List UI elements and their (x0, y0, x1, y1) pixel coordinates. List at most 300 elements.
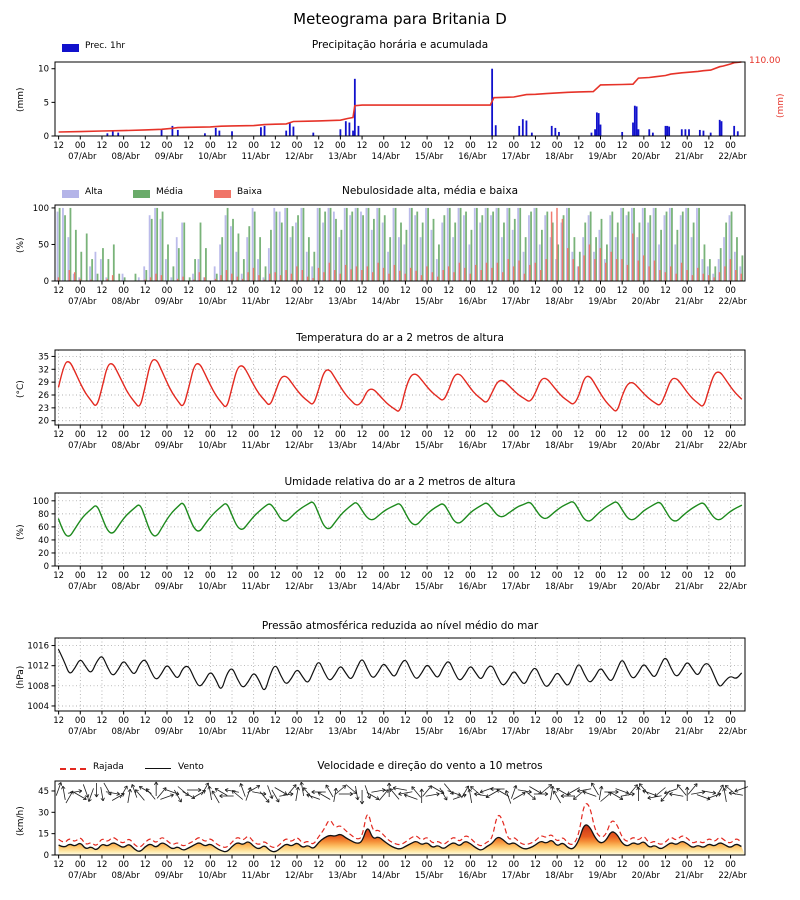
tick-label: 12 (486, 860, 498, 870)
tick-label: 00 (421, 141, 433, 151)
baixa-legend-swatch (214, 190, 231, 198)
tick-label: 12 (313, 286, 325, 296)
tick-label: 00 (204, 141, 216, 151)
wind-legend-swatch (145, 768, 171, 769)
tick-label: 11/Abr (241, 582, 270, 592)
tick-label: 00 (378, 716, 390, 726)
tick-label: 12 (573, 716, 585, 726)
tick-label: 60 (38, 522, 49, 533)
tick-label: 00 (74, 571, 86, 581)
tick-label: 20 (38, 416, 49, 427)
tick-label: 12 (269, 860, 281, 870)
tick-label: 12 (356, 141, 368, 151)
tick-label: 08/Abr (111, 871, 140, 881)
tick-label: 12 (269, 141, 281, 151)
tick-label: 20 (38, 548, 49, 559)
tick-label: 00 (291, 571, 303, 581)
tick-label: 30 (38, 808, 49, 819)
hum-title: Umidade relativa do ar a 2 metros de altura (284, 476, 516, 488)
tick-label: 20/Abr (631, 871, 661, 881)
tick-label: 00 (725, 571, 736, 581)
tick-label: 00 (161, 430, 173, 440)
tick-label: 00 (204, 716, 216, 726)
tick-label: 21/Abr (675, 441, 704, 451)
tick-label: 12 (356, 571, 368, 581)
tick-label: 00 (681, 571, 693, 581)
tick-label: 12 (486, 286, 498, 296)
tick-label: 12 (443, 860, 455, 870)
tick-label: 00 (334, 860, 346, 870)
tick-label: 12 (183, 141, 195, 151)
tick-label: 12 (703, 716, 715, 726)
tick-label: 13/Abr (328, 871, 357, 881)
tick-label: 0 (43, 132, 49, 142)
tick-label: 00 (118, 141, 130, 151)
tick-label: 20/Abr (631, 297, 661, 307)
tick-label: 00 (595, 141, 606, 151)
tick-label: 07/Abr (68, 871, 97, 881)
tick-label: 100 (32, 496, 49, 507)
temp-title: Temperatura do ar a 2 metros de altura (296, 332, 504, 344)
tick-label: 12 (139, 141, 151, 151)
tick-label: 00 (74, 286, 86, 296)
tick-label: 12/Abr (284, 727, 314, 737)
panel-hum-plot (59, 502, 742, 536)
tick-label: 12/Abr (284, 441, 314, 451)
tick-label: 00 (595, 286, 606, 296)
tick-label: 12 (616, 430, 628, 440)
tick-label: 15/Abr (414, 297, 444, 307)
media-legend-label: Média (156, 187, 184, 197)
tick-label: 12 (573, 430, 585, 440)
tick-label: 20/Abr (631, 582, 661, 592)
tick-label: 00 (334, 430, 346, 440)
tick-label: 12 (226, 430, 238, 440)
accum-total-annotation: 110.00 (749, 56, 781, 66)
tick-label: 12 (313, 141, 325, 151)
tick-label: 09/Abr (154, 297, 184, 307)
tick-label: 19/Abr (588, 871, 617, 881)
panel-pe-axes (55, 638, 745, 711)
tick-label: 00 (595, 860, 606, 870)
tick-label: 12 (226, 716, 238, 726)
tick-label: 09/Abr (154, 152, 184, 162)
tick-label: 12 (573, 286, 585, 296)
tick-label: 12 (269, 430, 281, 440)
tick-label: 00 (551, 286, 563, 296)
tick-label: 12 (183, 286, 195, 296)
tick-label: 10/Abr (198, 297, 227, 307)
tick-label: 12 (400, 716, 411, 726)
tick-label: 12 (96, 286, 108, 296)
tick-label: 18/Abr (544, 441, 574, 451)
tick-label: 09/Abr (154, 871, 184, 881)
tick-label: 00 (638, 430, 650, 440)
tick-label: 00 (551, 571, 563, 581)
tick-label: 00 (248, 141, 260, 151)
tick-label: 29 (38, 378, 49, 389)
tick-label: 21/Abr (675, 152, 704, 162)
tick-label: 12 (53, 860, 65, 870)
tick-label: 00 (465, 286, 476, 296)
tick-label: 12/Abr (284, 297, 314, 307)
tick-label: 00 (551, 430, 563, 440)
wind-legend-label: Vento (178, 762, 204, 772)
tick-label: 12 (400, 860, 411, 870)
tick-label: 23 (38, 403, 49, 414)
tick-label: 21/Abr (675, 297, 704, 307)
tick-label: 14/Abr (371, 727, 400, 737)
tick-label: 12 (269, 286, 281, 296)
tick-label: 07/Abr (68, 727, 97, 737)
tick-label: 1012 (27, 661, 49, 672)
tick-label: 16/Abr (458, 297, 487, 307)
press-title: Pressão atmosférica reduzida ao nível médio do mar (261, 620, 539, 632)
tick-label: 00 (638, 716, 650, 726)
tick-label: 12 (226, 141, 238, 151)
tick-label: 00 (118, 286, 130, 296)
tick-label: 12 (530, 430, 541, 440)
tick-label: 17/Abr (501, 727, 530, 737)
tick-label: 00 (118, 571, 130, 581)
tick-label: 21/Abr (675, 727, 704, 737)
tick-label: 00 (118, 716, 130, 726)
tick-label: 22/Abr (718, 152, 747, 162)
tick-label: 12 (400, 571, 411, 581)
tick-label: 08/Abr (111, 297, 140, 307)
tick-label: 12 (486, 430, 498, 440)
tick-label: 0 (43, 277, 49, 287)
tick-label: 12 (530, 716, 541, 726)
tick-label: 10/Abr (198, 441, 227, 451)
panel-press-plot (59, 650, 742, 690)
tick-label: 12 (53, 286, 65, 296)
tick-label: 19/Abr (588, 582, 617, 592)
tick-label: 00 (465, 860, 476, 870)
tick-label: 00 (74, 716, 86, 726)
tick-label: 16/Abr (458, 152, 487, 162)
tick-label: 15/Abr (414, 871, 444, 881)
tick-label: 12 (226, 571, 238, 581)
tick-label: 17/Abr (501, 441, 530, 451)
tick-label: 00 (725, 430, 736, 440)
tick-label: 00 (248, 571, 260, 581)
tick-label: 12 (660, 286, 671, 296)
tick-label: 12 (486, 141, 498, 151)
tick-label: 14/Abr (371, 297, 400, 307)
tick-label: 00 (378, 286, 390, 296)
tick-label: 00 (421, 716, 433, 726)
tick-label: 16/Abr (458, 871, 487, 881)
tick-label: 1004 (27, 701, 49, 712)
tick-label: 12 (139, 286, 151, 296)
tick-label: 00 (161, 860, 173, 870)
precip-legend-swatch (62, 44, 79, 52)
tick-label: 12 (443, 286, 455, 296)
tick-label: 13/Abr (328, 727, 357, 737)
tick-label: 00 (551, 716, 563, 726)
tick-label: 00 (508, 141, 520, 151)
tick-label: 00 (465, 141, 476, 151)
tick-label: 22/Abr (718, 297, 747, 307)
tick-label: 26 (38, 391, 49, 401)
tick-label: 12 (96, 430, 108, 440)
tick-label: 00 (204, 860, 216, 870)
tick-label: 00 (508, 716, 520, 726)
tick-label: 00 (681, 430, 693, 440)
tick-label: 16/Abr (458, 727, 487, 737)
tick-label: 00 (681, 141, 693, 151)
tick-label: 00 (291, 141, 303, 151)
tick-label: 10 (38, 64, 49, 75)
clouds-title: Nebulosidade alta, média e baixa (341, 185, 519, 197)
tick-label: 13/Abr (328, 297, 357, 307)
tick-label: 12 (139, 716, 151, 726)
tick-label: 12 (400, 430, 411, 440)
tick-label: 00 (681, 286, 693, 296)
tick-label: 12 (573, 860, 585, 870)
tick-label: 00 (551, 860, 563, 870)
tick-label: 22/Abr (718, 582, 747, 592)
tick-label: 13/Abr (328, 582, 357, 592)
tick-label: 12 (443, 571, 455, 581)
tick-label: 00 (204, 286, 216, 296)
tick-label: 00 (161, 286, 173, 296)
tick-label: 12 (573, 571, 585, 581)
tick-label: 20/Abr (631, 727, 661, 737)
panel-pr-frame (52, 62, 746, 140)
wind-title: Velocidade e direção do vento a 10 metros (317, 760, 543, 772)
tick-label: 12 (616, 716, 628, 726)
tick-label: 00 (551, 141, 563, 151)
tick-label: 40 (38, 535, 49, 546)
tick-label: 00 (465, 571, 476, 581)
tick-label: 10/Abr (198, 152, 227, 162)
tick-label: 00 (725, 716, 736, 726)
tick-label: 00 (638, 286, 650, 296)
tick-label: 09/Abr (154, 727, 184, 737)
tick-label: 09/Abr (154, 441, 184, 451)
page-title: Meteograma para Britania D (293, 10, 507, 28)
tick-label: 14/Abr (371, 441, 400, 451)
tick-label: 12 (313, 716, 325, 726)
tick-label: 12 (313, 430, 325, 440)
tick-label: 35 (38, 352, 49, 363)
tick-label: 12 (183, 860, 195, 870)
tick-label: 07/Abr (68, 152, 97, 162)
tick-label: 00 (291, 716, 303, 726)
tick-label: 18/Abr (544, 727, 574, 737)
tick-label: 12 (530, 860, 541, 870)
clouds-ylabel: (%) (16, 237, 26, 253)
tick-label: 00 (291, 860, 303, 870)
tick-label: 00 (334, 571, 346, 581)
panel-clouds-plot (57, 208, 744, 281)
tick-label: 16/Abr (458, 582, 487, 592)
tick-label: 12 (703, 430, 715, 440)
tick-label: 12 (616, 286, 628, 296)
tick-label: 12 (53, 430, 65, 440)
panel-wind-plot (59, 804, 745, 855)
tick-label: 12 (616, 141, 628, 151)
tick-label: 12 (530, 571, 541, 581)
tick-label: 100 (32, 203, 49, 214)
tick-label: 12/Abr (284, 152, 314, 162)
tick-label: 12 (226, 860, 238, 870)
panel-te-axes (55, 350, 745, 425)
wind-ylabel: (km/h) (16, 806, 26, 836)
tick-label: 0 (43, 851, 49, 861)
tick-label: 00 (74, 860, 86, 870)
tick-label: 08/Abr (111, 582, 140, 592)
tick-label: 12 (313, 571, 325, 581)
tick-label: 15/Abr (414, 152, 444, 162)
tick-label: 00 (421, 860, 433, 870)
tick-label: 00 (725, 286, 736, 296)
accum-ylabel-right: (mm) (776, 93, 786, 118)
tick-label: 00 (421, 286, 433, 296)
tick-label: 18/Abr (544, 297, 574, 307)
tick-label: 12/Abr (284, 871, 314, 881)
tick-label: 12 (400, 286, 411, 296)
tick-label: 12 (53, 141, 65, 151)
tick-label: 00 (378, 141, 390, 151)
tick-label: 20/Abr (631, 441, 661, 451)
tick-label: 09/Abr (154, 582, 184, 592)
tick-label: 12 (530, 141, 541, 151)
tick-label: 00 (204, 430, 216, 440)
wind-direction-arrows (56, 782, 748, 804)
tick-label: 50 (38, 240, 49, 251)
tick-label: 12 (703, 860, 715, 870)
tick-label: 22/Abr (718, 727, 747, 737)
tick-label: 00 (334, 716, 346, 726)
tick-label: 12 (226, 286, 238, 296)
tick-label: 12 (660, 716, 671, 726)
tick-label: 12 (96, 860, 108, 870)
press-ylabel: (hPa) (16, 665, 26, 689)
tick-label: 08/Abr (111, 727, 140, 737)
tick-label: 00 (681, 860, 693, 870)
precip-title: Precipitação horária e acumulada (311, 39, 489, 51)
tick-label: 12 (356, 430, 368, 440)
tick-label: 19/Abr (588, 727, 617, 737)
tick-label: 00 (204, 571, 216, 581)
tick-label: 18/Abr (544, 582, 574, 592)
tick-label: 13/Abr (328, 441, 357, 451)
hum-ylabel: (%) (16, 524, 26, 540)
tick-label: 14/Abr (371, 582, 400, 592)
tick-label: 12 (356, 716, 368, 726)
tick-label: 00 (508, 430, 520, 440)
tick-label: 10/Abr (198, 871, 227, 881)
tick-label: 12 (183, 716, 195, 726)
tick-label: 00 (508, 286, 520, 296)
tick-label: 00 (595, 571, 606, 581)
tick-label: 00 (725, 141, 736, 151)
tick-label: 11/Abr (241, 441, 270, 451)
tick-label: 08/Abr (111, 152, 140, 162)
tick-label: 10/Abr (198, 582, 227, 592)
tick-label: 00 (508, 860, 520, 870)
tick-label: 14/Abr (371, 152, 400, 162)
tick-label: 21/Abr (675, 871, 704, 881)
tick-label: 12 (269, 716, 281, 726)
tick-label: 32 (38, 365, 49, 376)
tick-label: 00 (161, 141, 173, 151)
tick-label: 00 (638, 571, 650, 581)
tick-label: 17/Abr (501, 582, 530, 592)
tick-label: 00 (638, 141, 650, 151)
tick-label: 12 (400, 141, 411, 151)
tick-label: 22/Abr (718, 871, 747, 881)
tick-label: 1008 (27, 681, 49, 692)
alta-legend-swatch (62, 190, 79, 198)
tick-label: 00 (118, 430, 130, 440)
tick-label: 18/Abr (544, 152, 574, 162)
tick-label: 00 (465, 716, 476, 726)
tick-label: 12 (139, 430, 151, 440)
tick-label: 00 (334, 141, 346, 151)
tick-label: 45 (38, 786, 49, 797)
tick-label: 11/Abr (241, 727, 270, 737)
tick-label: 14/Abr (371, 871, 400, 881)
tick-label: 12 (703, 141, 715, 151)
tick-label: 00 (508, 571, 520, 581)
tick-label: 12 (313, 860, 325, 870)
tick-label: 5 (43, 98, 49, 109)
tick-label: 19/Abr (588, 152, 617, 162)
tick-label: 17/Abr (501, 297, 530, 307)
tick-label: 00 (421, 571, 433, 581)
tick-label: 17/Abr (501, 871, 530, 881)
media-legend-swatch (133, 190, 150, 198)
tick-label: 10/Abr (198, 727, 227, 737)
tick-label: 00 (74, 430, 86, 440)
tick-label: 00 (291, 430, 303, 440)
tick-label: 00 (118, 860, 130, 870)
tick-label: 12 (443, 716, 455, 726)
tick-label: 12 (356, 860, 368, 870)
tick-label: 15 (38, 829, 49, 840)
tick-label: 16/Abr (458, 441, 487, 451)
tick-label: 12 (139, 571, 151, 581)
panel-temp-plot (59, 360, 742, 411)
tick-label: 19/Abr (588, 441, 617, 451)
tick-label: 12 (573, 141, 585, 151)
tick-label: 15/Abr (414, 441, 444, 451)
tick-label: 12 (486, 571, 498, 581)
tick-label: 00 (248, 430, 260, 440)
tick-label: 00 (378, 571, 390, 581)
tick-label: 07/Abr (68, 582, 97, 592)
tick-label: 00 (638, 860, 650, 870)
tick-label: 12 (96, 141, 108, 151)
tick-label: 12 (53, 716, 65, 726)
tick-label: 00 (421, 430, 433, 440)
tick-label: 12 (703, 286, 715, 296)
tick-label: 00 (248, 716, 260, 726)
tick-label: 00 (378, 430, 390, 440)
tick-label: 19/Abr (588, 297, 617, 307)
tick-label: 12 (660, 141, 671, 151)
tick-label: 00 (248, 860, 260, 870)
alta-legend-label: Alta (85, 187, 103, 197)
panel-precip-plot (59, 62, 742, 136)
gust-legend-label: Rajada (93, 762, 124, 772)
tick-label: 20/Abr (631, 152, 661, 162)
tick-label: 1016 (27, 641, 49, 652)
